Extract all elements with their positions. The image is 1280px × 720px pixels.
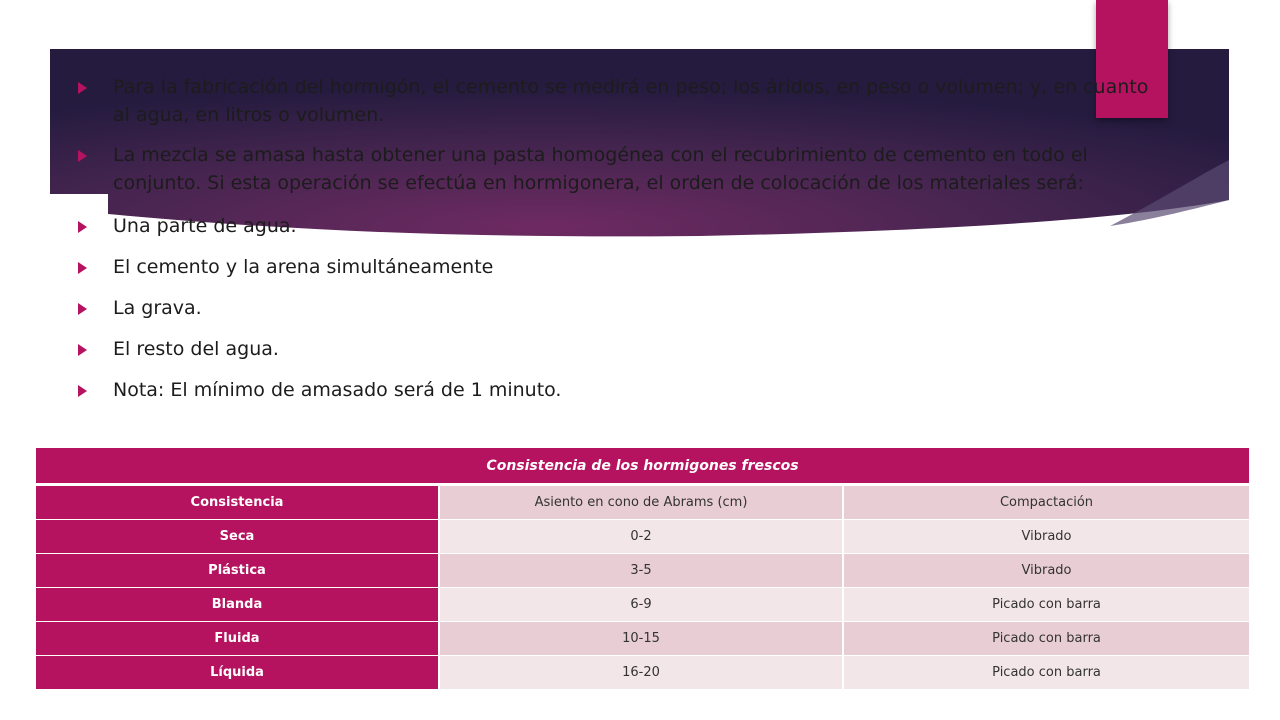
- table-row: [36, 622, 1249, 656]
- row-label: Líquida: [36, 656, 439, 690]
- bullet-item: [78, 212, 1158, 240]
- triangle-right-icon: [78, 385, 87, 397]
- table-cell: 6-9: [439, 588, 843, 622]
- table-cell: Vibrado: [843, 554, 1249, 588]
- triangle-right-icon: [78, 82, 87, 94]
- table-title: Consistencia de los hormigones frescos: [36, 448, 1249, 485]
- bullet-item: [78, 335, 1158, 363]
- triangle-right-icon: [78, 303, 87, 315]
- table-row: [36, 554, 1249, 588]
- row-label: Plástica: [36, 554, 439, 588]
- triangle-right-icon: [78, 344, 87, 356]
- consistency-table: [36, 448, 1249, 689]
- bullet-text: Para la fabricación del hormigón, el cemento se medirá en peso; los áridos, en peso o volumen; y, en cuanto al agua, en litros o volumen.: [113, 76, 1149, 126]
- table-header-row: [36, 485, 1249, 520]
- table-cell: Picado con barra: [843, 656, 1249, 690]
- row-label: Seca: [36, 520, 439, 554]
- table-title-row: [36, 448, 1249, 485]
- table-cell: Picado con barra: [843, 622, 1249, 656]
- column-header: Asiento en cono de Abrams (cm): [439, 485, 843, 520]
- table-row: [36, 520, 1249, 554]
- bullet-text: Una parte de agua.: [113, 215, 297, 237]
- column-header: Compactación: [843, 485, 1249, 520]
- triangle-right-icon: [78, 262, 87, 274]
- table-row: [36, 656, 1249, 690]
- column-header: Consistencia: [36, 485, 439, 520]
- bullet-item: [78, 376, 1158, 404]
- table-cell: 16-20: [439, 656, 843, 690]
- table-cell: Vibrado: [843, 520, 1249, 554]
- bullet-text: El resto del agua.: [113, 338, 279, 360]
- triangle-right-icon: [78, 221, 87, 233]
- bullet-text: El cemento y la arena simultáneamente: [113, 256, 494, 278]
- table-cell: Picado con barra: [843, 588, 1249, 622]
- bullet-item: [78, 253, 1158, 281]
- table-cell: 3-5: [439, 554, 843, 588]
- bullet-item: [78, 294, 1158, 322]
- bullet-item: [78, 73, 1158, 129]
- bullet-text: La mezcla se amasa hasta obtener una pasta homogénea con el recubrimiento de cemento en todo el conjunto. Si esta operación se efectúa en hormigonera, el orden de colocación de los materiales será:: [113, 144, 1088, 194]
- bullet-list: [78, 73, 1158, 404]
- bullet-item: [78, 141, 1158, 197]
- table-cell: 0-2: [439, 520, 843, 554]
- row-label: Fluida: [36, 622, 439, 656]
- table-cell: 10-15: [439, 622, 843, 656]
- row-label: Blanda: [36, 588, 439, 622]
- table-row: [36, 588, 1249, 622]
- bullet-text: Nota: El mínimo de amasado será de 1 minuto.: [113, 379, 562, 401]
- bullet-text: La grava.: [113, 297, 202, 319]
- triangle-right-icon: [78, 150, 87, 162]
